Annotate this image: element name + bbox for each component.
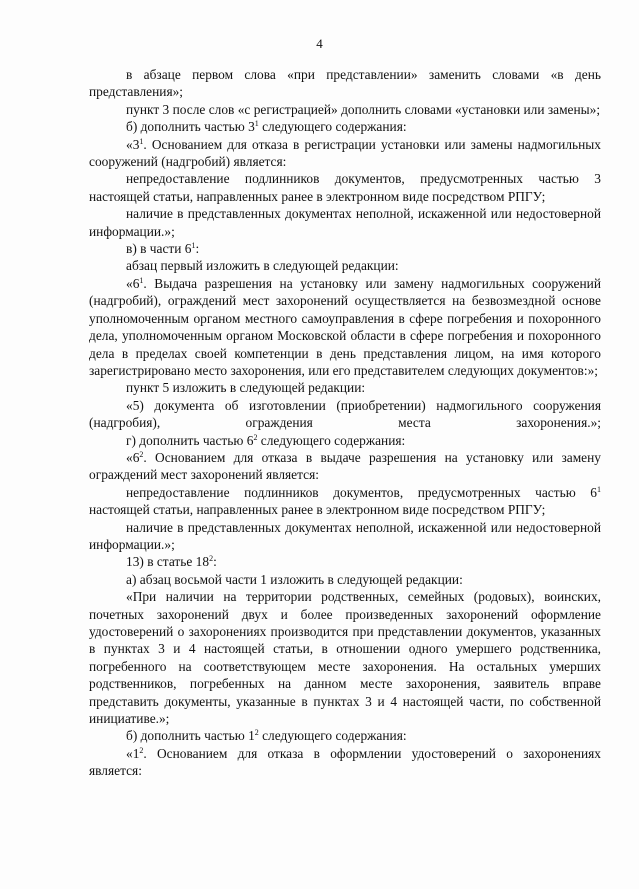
superscript-index: 2 bbox=[209, 554, 214, 564]
paragraph-text: : bbox=[213, 554, 217, 570]
paragraph-text: непредоставление подлинников документов, предусмотренных частью 3 настоящей статьи, направленных ранее в электронном виде посредством РПГУ; bbox=[89, 171, 601, 204]
superscript-index: 2 bbox=[139, 449, 144, 459]
paragraph bbox=[89, 275, 601, 379]
paragraph bbox=[89, 588, 601, 727]
paragraph bbox=[89, 519, 601, 554]
superscript-index: 2 bbox=[254, 728, 259, 738]
paragraph bbox=[89, 379, 601, 396]
superscript-index: 1 bbox=[191, 241, 196, 251]
paragraph bbox=[89, 101, 601, 118]
paragraph-text: наличие в представленных документах неполной, искаженной или недостоверной информации.»; bbox=[89, 206, 601, 239]
paragraph bbox=[89, 118, 601, 135]
paragraph-text: в абзаце первом слова «при представлении» заменить словами «в день представления»; bbox=[89, 67, 601, 100]
superscript-index: 1 bbox=[139, 275, 144, 285]
paragraph-text: б) дополнить частью 3 bbox=[126, 119, 255, 135]
document-body bbox=[89, 66, 601, 780]
paragraph-text: абзац первый изложить в следующей редакции: bbox=[126, 258, 399, 274]
paragraph bbox=[89, 66, 601, 101]
paragraph-text: следующего содержания: bbox=[258, 728, 407, 744]
paragraph-text: . Выдача разрешения на установку или замену надмогильных сооружений (надгробий), ограждений мест захоронений осуществляется на безвозмездной основе уполномоченным органом местного самоуправления в сфере погребения и похоронного дела, уполномоченным органом Московской области в сфере погребения и похоронного дела в пределах своей компетенции в день представления лицом, на имя которого зарегистрировано место захоронения, или его представителем следующих документов:»; bbox=[89, 275, 601, 378]
paragraph-text: «5) документа об изготовлении (приобретении) надмогильного сооружения (надгробия), ограждения места захоронения.»; bbox=[89, 397, 601, 431]
paragraph bbox=[89, 432, 601, 449]
paragraph-text: 13) в статье 18 bbox=[126, 554, 210, 570]
paragraph bbox=[89, 257, 601, 274]
paragraph bbox=[89, 727, 601, 744]
paragraph bbox=[89, 136, 601, 171]
paragraph-text: «6 bbox=[126, 449, 140, 465]
superscript-index: 1 bbox=[597, 484, 601, 494]
paragraph bbox=[89, 397, 601, 432]
superscript-index: 1 bbox=[139, 136, 144, 146]
paragraph bbox=[89, 553, 601, 570]
paragraph bbox=[89, 205, 601, 240]
paragraph bbox=[89, 745, 601, 780]
page-number: 4 bbox=[316, 36, 323, 51]
paragraph-text: следующего содержания: bbox=[258, 119, 407, 135]
paragraph-text: наличие в представленных документах неполной, искаженной или недостоверной информации.»; bbox=[89, 519, 601, 552]
paragraph-text: «3 bbox=[126, 136, 140, 152]
paragraph bbox=[89, 240, 601, 257]
superscript-index: 1 bbox=[254, 119, 259, 129]
paragraph-text: настоящей статьи, направленных ранее в электронном виде посредством РПГУ; bbox=[89, 502, 546, 518]
paragraph bbox=[89, 484, 601, 519]
paragraph-text: следующего содержания: bbox=[257, 432, 406, 448]
paragraph-text: б) дополнить частью 1 bbox=[126, 728, 255, 744]
paragraph-text: «1 bbox=[126, 745, 140, 761]
paragraph-text: . Основанием для отказа в оформлении удостоверений о захоронениях является: bbox=[89, 745, 601, 779]
paragraph-text: в) в части 6 bbox=[126, 241, 192, 257]
paragraph-text: . Основанием для отказа в выдаче разрешения на установку или замену ограждений мест захоронений является: bbox=[89, 449, 601, 483]
superscript-index: 2 bbox=[139, 745, 144, 755]
paragraph bbox=[89, 170, 601, 205]
paragraph-text: непредоставление подлинников документов, предусмотренных частью 6 bbox=[126, 484, 597, 500]
paragraph-text: : bbox=[195, 241, 200, 257]
paragraph-text: «При наличии на территории родственных, семейных (родовых), воинских, почетных захоронений двух и более произведенных захоронений оформление удостоверений о захоронениях производится при представлении документов, указанных в пунктах 3 и 4 настоящей статьи, в отношении одного умершего родственника, погребенного на соответствующем месте захоронения. На остальных умерших родственников, погребенных на данном месте захоронения, заявитель вправе представить документы, указанные в пунктах 3 и 4 настоящей части, по собственной инициативе.»; bbox=[89, 589, 601, 727]
paragraph-text: «6 bbox=[126, 275, 140, 291]
paragraph-text: а) абзац восьмой части 1 изложить в следующей редакции: bbox=[126, 571, 463, 587]
paragraph-text: пункт 5 изложить в следующей редакции: bbox=[126, 380, 366, 396]
paragraph-text: . Основанием для отказа в регистрации установки или замены надмогильных сооружений (надгробий) является: bbox=[89, 136, 601, 170]
paragraph-text: пункт 3 после слов «с регистрацией» дополнить словами «установки или замены»; bbox=[126, 101, 601, 117]
paragraph-text: г) дополнить частью 6 bbox=[126, 432, 254, 448]
paragraph bbox=[89, 449, 601, 484]
superscript-index: 2 bbox=[253, 432, 258, 442]
paragraph bbox=[89, 571, 601, 588]
